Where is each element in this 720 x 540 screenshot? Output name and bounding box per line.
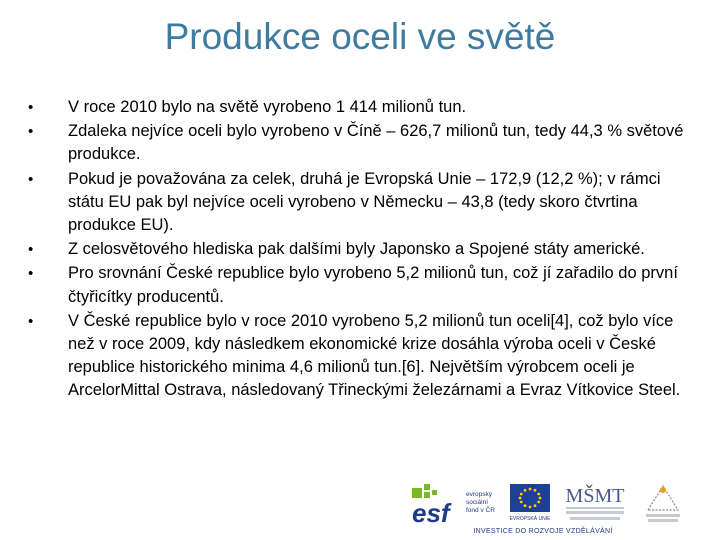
list-item-text: V roce 2010 bylo na světě vyrobeno 1 414 milionů tun.	[68, 98, 467, 116]
eu-flag-logo	[506, 482, 554, 524]
esf-caption-line: fond v ČR	[466, 507, 495, 514]
list-item-text: V České republice bylo v roce 2010 vyrobeno 5,2 milionů tun oceli[4], což bylo více než v roce 2009, kdy následkem ekonomické krize dosáhla výroba oceli v České republice historického minima 4,6 milionů tun.[6]. Největším výrobcem oceli je ArcelorMittal Ostrava, následovaný Třineckými železárnami a Evraz Vítkovice Steel.	[68, 311, 681, 400]
bullet-icon: •	[28, 99, 34, 116]
list-item	[28, 238, 696, 261]
msmt-logo	[560, 480, 630, 524]
list-item	[28, 168, 696, 238]
page-title: Produkce oceli ve světě	[164, 16, 556, 57]
list-item	[28, 120, 696, 166]
bullet-icon: •	[28, 265, 34, 283]
list-item-text: Pro srovnání České republice bylo vyrobeno 5,2 milionů tun, což jí zařadilo do první čtyřicítky producentů.	[68, 264, 678, 306]
bullet-list	[28, 96, 696, 404]
bullet-icon: •	[28, 312, 34, 330]
list-item-text: Z celosvětového hlediska pak dalšími byly Japonsko a Spojené státy americké.	[68, 240, 645, 259]
eu-caption: EVROPSKÁ UNIE	[509, 516, 551, 522]
list-item	[28, 310, 696, 403]
op-vk-logo	[640, 480, 686, 524]
esf-logo	[410, 482, 506, 524]
list-item-text: Pokud je považována za celek, druhá je Evropská Unie – 172,9 (12,2 %); v rámci státu EU pak byl nejvíce oceli vyrobeno v Německu – 43,8 (tedy skoro čtvrtina produkce EU).	[68, 169, 661, 235]
list-item	[28, 96, 696, 119]
funding-footer-text: INVESTICE DO ROZVOJE VZDĚLÁVÁNÍ	[473, 528, 613, 535]
bullet-icon: •	[28, 241, 34, 259]
msmt-logo-text: MŠMT	[565, 485, 625, 507]
esf-caption-line: sociální	[466, 499, 489, 506]
funding-logo-strip	[408, 478, 688, 540]
esf-logo-text: esf	[412, 498, 450, 524]
esf-caption-line: evropský	[466, 491, 493, 498]
list-item-text: Zdaleka nejvíce oceli bylo vyrobeno v Číně – 626,7 milionů tun, tedy 44,3 % světové produkce.	[68, 122, 684, 164]
bullet-icon: •	[28, 170, 34, 188]
bullet-icon: •	[28, 123, 34, 141]
list-item	[28, 262, 696, 308]
